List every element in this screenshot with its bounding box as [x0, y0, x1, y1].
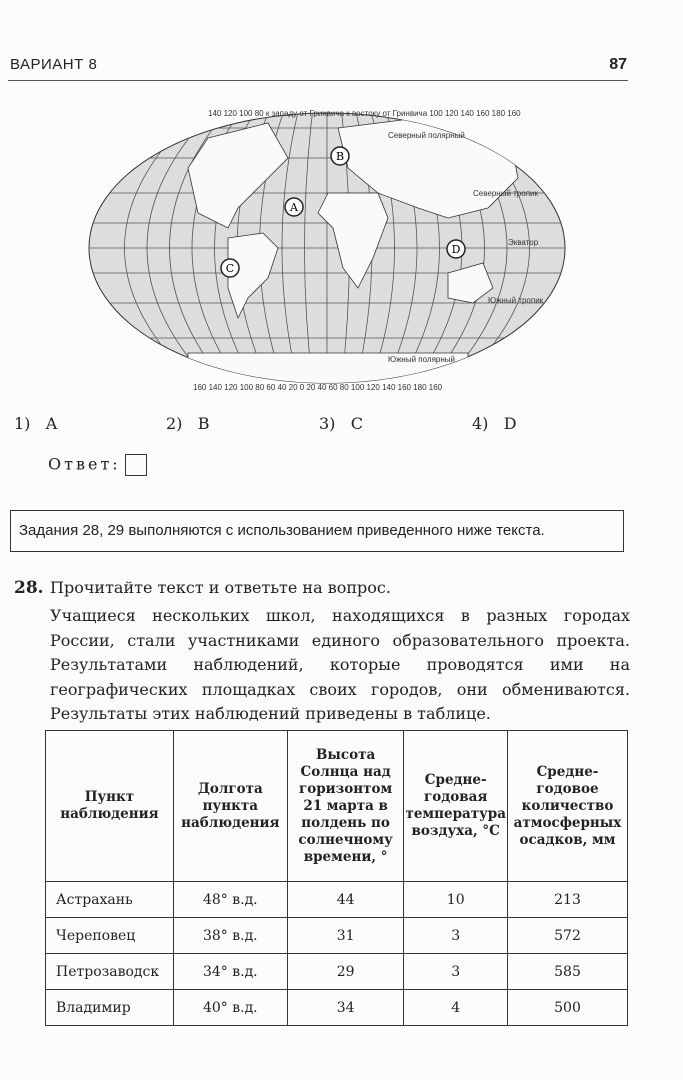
question-text: Учащиеся нескольких школ, находящихся в разных городах России, стали участниками единого образовательного проекта. Результатами наблюдений, которые проводятся ими на географических площадках своих городов, они обмениваются. Результаты этих наблюдений приведены в таблице. — [50, 606, 630, 723]
bottom-longitude-scale: 160 140 120 100 80 60 40 20 0 20 40 60 80 100 120 140 160 180 160 — [193, 383, 443, 392]
table-cell: 500 — [507, 990, 627, 1026]
answer-box[interactable] — [125, 454, 147, 476]
svg-text:A: A — [290, 201, 298, 214]
map-point-b — [331, 147, 349, 165]
table-cell: 44 — [287, 882, 404, 918]
table-row — [46, 954, 628, 990]
table-cell: Петрозаводск — [46, 954, 174, 990]
svg-text:D: D — [451, 243, 461, 256]
south-polar-label: Южный полярный — [388, 355, 455, 364]
table-cell: 3 — [404, 918, 508, 954]
table-cell: 34 — [287, 990, 404, 1026]
svg-text:B: B — [335, 150, 345, 163]
col-header: Средне-годовое количество атмосферных осадков, мм — [507, 731, 627, 882]
south-tropic-label: Южный тропик — [488, 296, 544, 305]
table-cell: Астрахань — [46, 882, 174, 918]
header-divider — [8, 80, 628, 81]
variant-title: ВАРИАНТ 8 — [10, 56, 98, 73]
col-header: Долгота пункта наблюдения — [173, 731, 287, 882]
col-header: Пункт наблюдения — [46, 731, 174, 882]
north-tropic-label: Северный тропик — [473, 189, 539, 198]
map-point-d — [447, 240, 465, 258]
option-3[interactable]: 3) C — [319, 414, 363, 433]
table-cell: 3 — [404, 954, 508, 990]
table-row — [46, 882, 628, 918]
map-point-c — [221, 259, 239, 277]
table-cell: 38° в.д. — [173, 918, 287, 954]
table-cell: 29 — [287, 954, 404, 990]
table-row — [46, 990, 628, 1026]
equator-label: Экватор — [508, 238, 539, 247]
instruction-note: Задания 28, 29 выполняются с использованием приведенного ниже текста. — [10, 510, 624, 552]
north-polar-label: Северный полярный — [388, 131, 465, 140]
table-cell: Владимир — [46, 990, 174, 1026]
option-4[interactable]: 4) D — [472, 414, 517, 433]
table-cell: Череповец — [46, 918, 174, 954]
question-title: Прочитайте текст и ответьте на вопрос. — [50, 578, 391, 597]
table-cell: 34° в.д. — [173, 954, 287, 990]
option-1[interactable]: 1) A — [14, 414, 58, 433]
table-cell: 585 — [507, 954, 627, 990]
observations-table — [45, 730, 628, 1026]
table-header-row — [46, 731, 628, 882]
table-cell: 4 — [404, 990, 508, 1026]
answer-label: Ответ: — [48, 454, 121, 474]
answer-row — [48, 454, 147, 476]
world-map — [88, 98, 566, 398]
table-cell: 213 — [507, 882, 627, 918]
table-cell: 31 — [287, 918, 404, 954]
table-cell: 40° в.д. — [173, 990, 287, 1026]
table-row — [46, 918, 628, 954]
top-longitude-scale: 140 120 100 80 к западу от Гринвича к востоку от Гринвича 100 120 140 160 180 160 — [208, 109, 521, 118]
page-number: 87 — [609, 56, 627, 73]
table-cell: 10 — [404, 882, 508, 918]
table-cell: 572 — [507, 918, 627, 954]
option-2[interactable]: 2) B — [166, 414, 210, 433]
col-header: Средне-годовая температура воздуха, °C — [404, 731, 508, 882]
question-number: 28. — [14, 578, 44, 598]
map-point-a — [285, 198, 303, 216]
table-cell: 48° в.д. — [173, 882, 287, 918]
col-header: Высота Солнца над горизонтом 21 марта в полдень по солнечному времени, ° — [287, 731, 404, 882]
svg-text:C: C — [225, 262, 235, 275]
